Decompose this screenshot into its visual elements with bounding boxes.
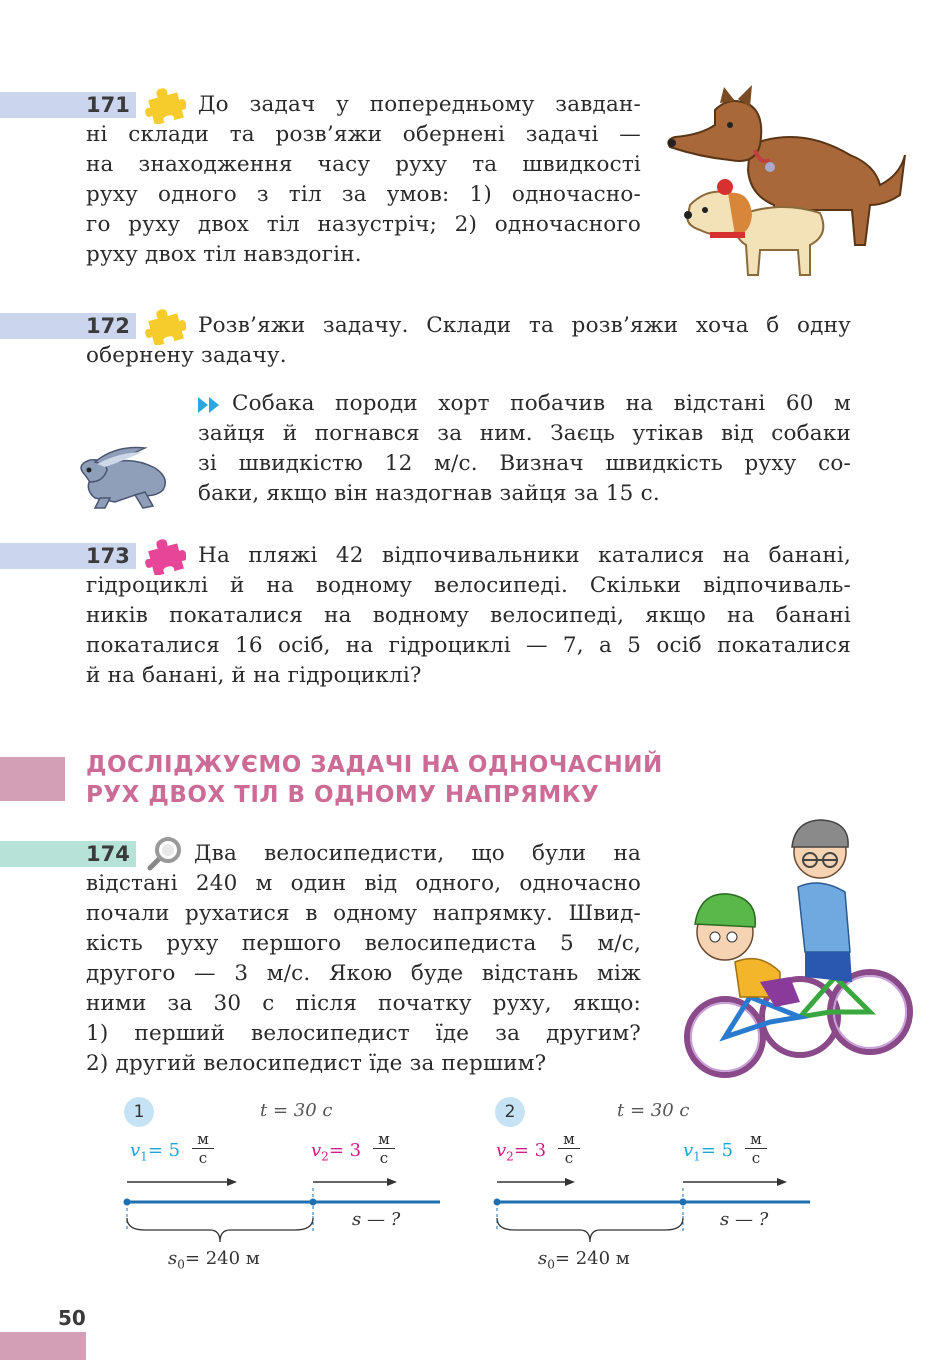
task-174-line: відстані 240 м один від одного, одночасно xyxy=(86,871,641,896)
diagram-1-right-unit xyxy=(373,1130,395,1167)
speed-value: = 5 xyxy=(700,1140,734,1161)
task-174-number: 174 xyxy=(86,842,130,866)
task-172-sub-line: зайця й погнався за ним. Заєць утікав від собаки xyxy=(198,421,851,446)
task-172-line: Розв’яжи задачу. Склади та розв’яжи хоча б одну xyxy=(198,313,851,338)
task-172-sub-line: зі швидкістю 12 м/с. Визнач швидкість руху со- xyxy=(198,451,851,476)
speed-var: v xyxy=(130,1140,141,1161)
speed-sub: 2 xyxy=(321,1149,329,1164)
task-173-line: покаталися 16 осіб, на гідроциклі — 7, а 5 осіб покаталися xyxy=(86,633,851,658)
task-172-line: обернену задачу. xyxy=(86,343,287,368)
task-171-text xyxy=(86,90,641,270)
diagram-2-left-unit xyxy=(558,1130,580,1167)
page-number: 50 xyxy=(58,1306,86,1330)
task-173-line: ників покаталися на водному велосипеді, якщо на банані xyxy=(86,603,851,628)
initial-var: s xyxy=(168,1248,178,1269)
initial-sub: 0 xyxy=(547,1257,555,1272)
task-173-line: гідроциклі й на водному велосипеді. Скільки відпочиваль- xyxy=(86,573,851,598)
speed-var: v xyxy=(683,1140,694,1161)
section-heading-line: ДОСЛІДЖУЄМО ЗАДАЧІ НА ОДНОЧАСНИЙ xyxy=(86,752,663,778)
task-174-line: другого — 3 м/с. Якою буде відстань між xyxy=(86,961,641,986)
diagram-2-initial xyxy=(538,1248,630,1272)
initial-var: s xyxy=(538,1248,548,1269)
page-footer-band xyxy=(0,1332,86,1360)
task-171-line: руху одного з тіл за умов: 1) одночасно- xyxy=(86,182,641,207)
diagram-1-label: 1 xyxy=(124,1097,154,1127)
task-174-line: Два велосипедисти, що були на xyxy=(194,841,641,866)
task-174-line: 1) перший велосипедист їде за другим? xyxy=(86,1021,641,1046)
task-172-text xyxy=(86,311,851,371)
section-heading xyxy=(86,750,663,810)
task-174-line: ними за 30 с після початку руху, якщо: xyxy=(86,991,641,1016)
task-171-line: руху двох тіл навздогін. xyxy=(86,242,362,267)
task-173-text xyxy=(86,541,851,691)
diagram-1-right-speed xyxy=(311,1140,361,1164)
task-174-line: кість руху першого велосипедиста 5 м/с, xyxy=(86,931,641,956)
speed-var: v xyxy=(311,1140,322,1161)
task-173-line: На пляжі 42 відпочивальники каталися на банані, xyxy=(198,543,851,568)
unit-top: м xyxy=(192,1130,214,1149)
speed-value: = 5 xyxy=(147,1140,181,1161)
section-heading-line: РУХ ДВОХ ТІЛ В ОДНОМУ НАПРЯМКУ xyxy=(86,782,600,808)
task-171-line: на знаходження часу руху та швидкості xyxy=(86,152,641,177)
task-172-sub-line: Собака породи хорт побачив на відстані 60 м xyxy=(232,391,851,416)
hare-illustration xyxy=(75,440,175,510)
unit-top: м xyxy=(558,1130,580,1149)
diagram-1-initial xyxy=(168,1248,260,1272)
task-174-line: почали рухатися в одному напрямку. Швид- xyxy=(86,901,641,926)
cyclists-illustration xyxy=(680,812,915,1082)
speed-sub: 2 xyxy=(506,1149,514,1164)
diagram-1-distance: s — ? xyxy=(352,1209,401,1230)
diagram-2-time: t = 30 с xyxy=(617,1100,690,1121)
initial-sub: 0 xyxy=(177,1257,185,1272)
speed-sub: 1 xyxy=(693,1149,701,1164)
initial-value: = 240 м xyxy=(184,1248,260,1269)
speed-sub: 1 xyxy=(140,1149,148,1164)
speed-var: v xyxy=(496,1140,507,1161)
task-172-number: 172 xyxy=(86,314,130,338)
diagram-2-right-speed xyxy=(683,1140,733,1164)
unit-bottom: с xyxy=(379,1149,389,1167)
diagram-1-left-unit xyxy=(192,1130,214,1167)
diagram-2-left-speed xyxy=(496,1140,546,1164)
diagram-2-right-unit xyxy=(745,1130,767,1167)
diagram-2-distance: s — ? xyxy=(720,1209,769,1230)
unit-top: м xyxy=(745,1130,767,1149)
initial-value: = 240 м xyxy=(554,1248,630,1269)
task-171-line: До задач у попередньому завдан- xyxy=(198,92,641,117)
task-171-number: 171 xyxy=(86,93,130,117)
unit-top: м xyxy=(373,1130,395,1149)
speed-value: = 3 xyxy=(513,1140,547,1161)
task-173-line: й на банані, й на гідроциклі? xyxy=(86,663,422,688)
task-174-line: 2) другий велосипедист їде за першим? xyxy=(86,1051,547,1076)
unit-bottom: с xyxy=(564,1149,574,1167)
dogs-illustration xyxy=(660,85,910,285)
speed-value: = 3 xyxy=(328,1140,362,1161)
diagram-1-left-speed xyxy=(130,1140,180,1164)
task-171-line: ні склади та розв’яжи обернені задачі — xyxy=(86,122,641,147)
section-heading-band xyxy=(0,757,65,801)
task-173-number: 173 xyxy=(86,544,130,568)
task-174-text xyxy=(86,839,641,1079)
diagram-1-time: t = 30 с xyxy=(260,1100,333,1121)
task-171-line: го руху двох тіл назустріч; 2) одночасного xyxy=(86,212,641,237)
unit-bottom: с xyxy=(198,1149,208,1167)
diagram-2-label: 2 xyxy=(495,1097,525,1127)
task-172-subtask xyxy=(198,389,851,509)
task-172-sub-line: баки, якщо він наздогнав зайця за 15 с. xyxy=(198,481,660,506)
unit-bottom: с xyxy=(751,1149,761,1167)
